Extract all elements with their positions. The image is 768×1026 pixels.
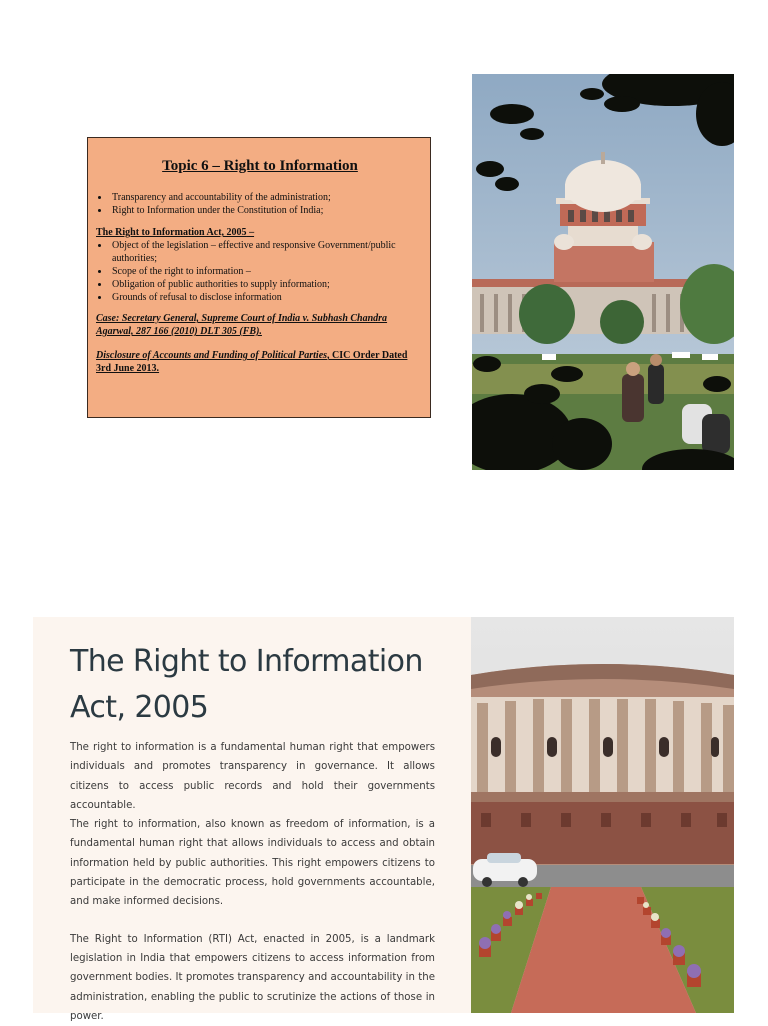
parliament-house-photo: [471, 617, 734, 1013]
topic-title: Topic 6 – Right to Information: [162, 158, 358, 174]
disclosure-citation: [96, 349, 416, 375]
supreme-court-photo: [472, 74, 734, 470]
body-paragraph: The right to information, also known as freedom of information, is a fundamental human right that allows individuals to access and obtain information held by public authorities. This right empowers citizens to participate in the democratic process, hold governments accountable, and make informed decisions.: [70, 819, 435, 908]
rti-act-slide: [33, 617, 471, 1022]
intro-bullet: • Transparency and accountability of the administration;: [110, 191, 416, 204]
act-bullet: • Obligation of public authorities to supply information;: [110, 278, 416, 291]
case-citation: Case: Secretary General, Supreme Court of India v. Subhash Chandra Agarwal, 287 166 (2010) DLT 305 (FB).: [96, 313, 388, 337]
body-paragraph: The right to information is a fundamental human right that empowers individuals and promotes transparency in governance. It allows citizens to access public records and hold their governments accountable.: [70, 742, 435, 811]
intro-bullet-list: [92, 191, 416, 217]
slide2-body: [70, 738, 435, 1026]
act-bullet: • Scope of the right to information –: [110, 265, 416, 278]
intro-bullet: • Right to Information under the Constitution of India;: [110, 204, 416, 217]
act-heading: [96, 226, 416, 239]
body-paragraph: The Right to Information (RTI) Act, enacted in 2005, is a landmark legislation in India that empowers citizens to access information from government bodies. It promotes transparency and accountability in the administration, enabling the public to scrutinize the actions of those in power.: [70, 933, 435, 1022]
disclosure-order: , CIC Order Dated 3rd June 2013.: [96, 350, 408, 374]
act-bullet: • Grounds of refusal to disclose information: [110, 291, 416, 304]
disclosure-title: Disclosure of Accounts and Funding of Political Parties: [96, 350, 328, 361]
act-bullet-list: [92, 239, 416, 304]
act-heading-text: The Right to Information Act, 2005: [96, 227, 247, 238]
act-bullet: • Object of the legislation – effective and responsive Government/public authorities;: [110, 239, 416, 265]
topic-slide-box: [87, 137, 431, 418]
act-heading-dash: –: [246, 227, 255, 238]
slide2-title: The Right to Information Act, 2005: [70, 644, 423, 725]
